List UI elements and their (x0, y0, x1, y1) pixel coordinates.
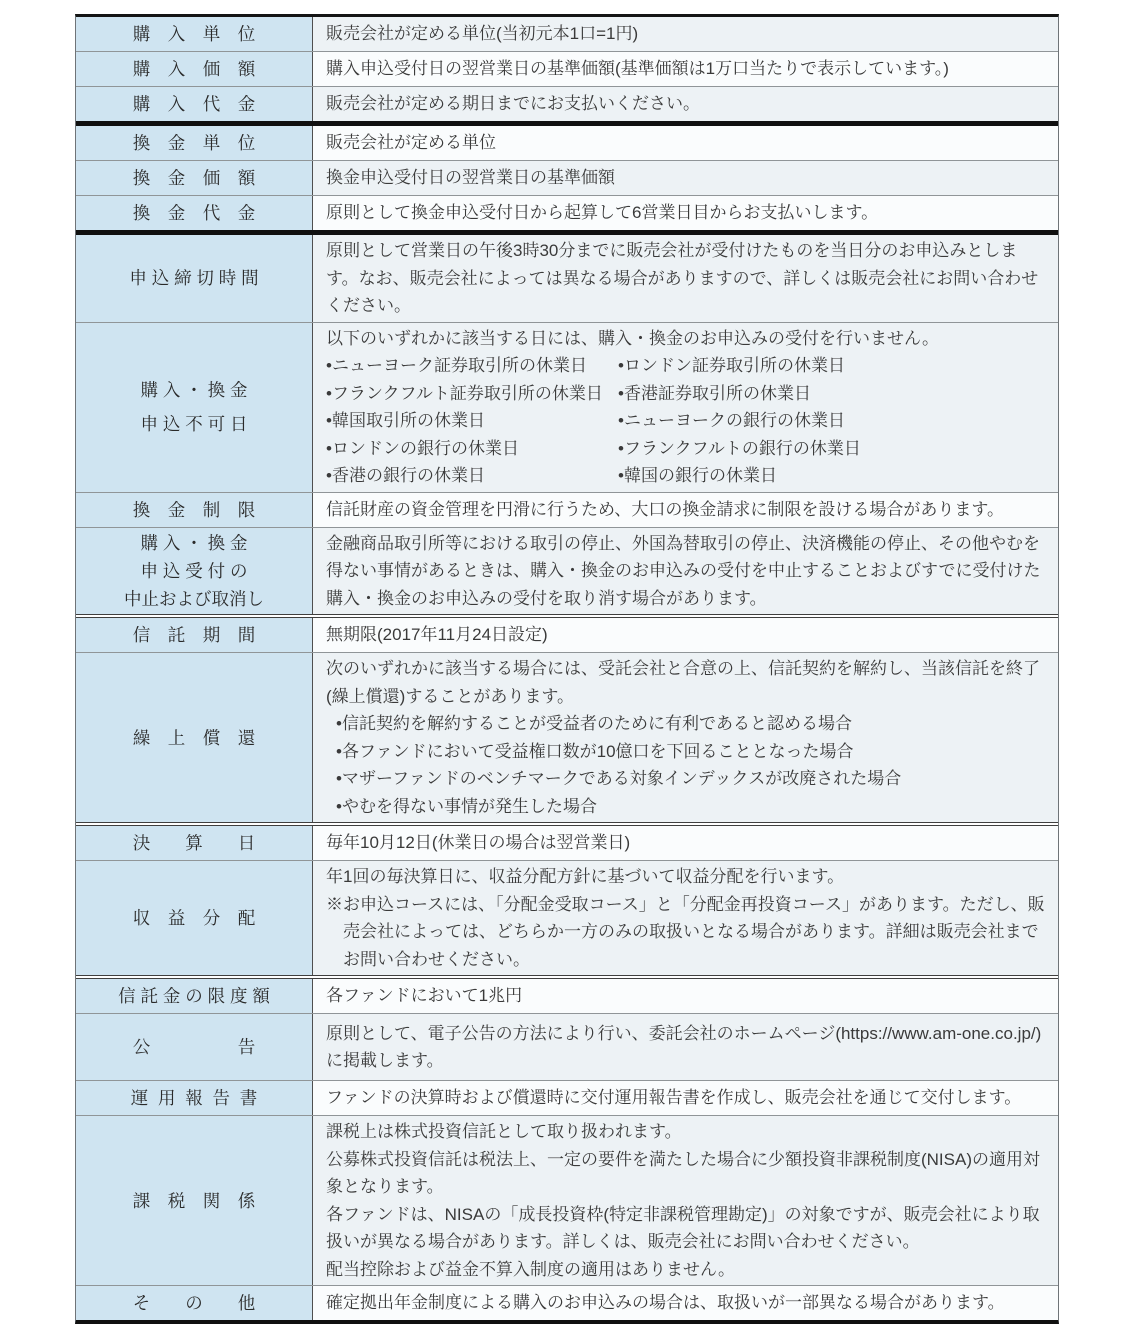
table-row-suspension-cancellation (76, 527, 1058, 615)
row-label-cell (76, 17, 313, 51)
row-content-text: 金融商品取引所等における取引の停止、外国為替取引の停止、決済機能の停止、その他やむを得ない事情があるときは、購入・換金のお申込みの受付を中止することおよびすでに受付けた購入・換金のお申込みの受付を取り消す場合があります。 (326, 533, 1041, 608)
row-content-cell (313, 653, 1058, 822)
row-label-cell (76, 653, 313, 822)
table-row-trust-period (76, 614, 1058, 652)
table-row-income-distribution (76, 860, 1058, 975)
fund-overview-document (75, 14, 1059, 1324)
row-label-text: 購 入 価 額 (132, 59, 256, 79)
row-content-text: 毎年10月12日(休業日の場合は翌営業日) (326, 833, 631, 853)
row-content-cell (313, 235, 1058, 322)
row-label-cell (76, 52, 313, 86)
row-label-text: 換 金 制 限 (132, 499, 256, 520)
row-content-cell (313, 161, 1058, 195)
row-content-cell (313, 52, 1058, 86)
row-label-text: 購 入 単 位 (132, 24, 256, 44)
bullet-item: •やむを得ない事情が発生した場合 (336, 796, 597, 816)
bullet-item: •ニューヨーク証券取引所の休業日 (326, 356, 587, 375)
row-label-text: 申 込 不 可 日 (140, 414, 248, 434)
row-label-cell (76, 126, 313, 160)
row-label-cell (76, 493, 313, 527)
row-label-text: 換 金 単 位 (132, 133, 256, 153)
row-content-text: 各ファンドにおいて1兆円 (326, 986, 523, 1006)
row-content-text: 確定拠出年金制度による購入のお申込みの場合は、取扱いが一部異なる場合があります。 (326, 1293, 1005, 1313)
row-content-cell (313, 826, 1058, 860)
fund-overview-table (75, 14, 1059, 1324)
row-content-cell (313, 618, 1058, 652)
row-label-text: 運 用 報 告 書 (130, 1088, 258, 1108)
bullet-item: •各ファンドにおいて受益権口数が10億口を下回ることとなった場合 (336, 741, 854, 761)
bullet-item: •香港証券取引所の休業日 (618, 383, 811, 403)
row-content-cell (313, 979, 1058, 1013)
row-label-text: 申 込 受 付 の (140, 560, 248, 581)
row-label-text: 購 入 ・ 換 金 (140, 532, 248, 553)
row-content-intro: 以下のいずれかに該当する日には、購入・換金のお申込みの受付を行いません。 (326, 328, 940, 348)
row-content-cell (313, 196, 1058, 230)
bullet-item: •韓国の銀行の休業日 (618, 466, 777, 485)
row-label-cell (76, 1014, 313, 1080)
table-row-redemption-unit (76, 121, 1058, 160)
table-row-purchase-payment (76, 86, 1058, 121)
table-row-redemption-payment (76, 195, 1058, 230)
table-row-trust-money-limit (76, 975, 1058, 1013)
row-content-cell (313, 1116, 1058, 1285)
row-label-text: 申 込 締 切 時 間 (129, 268, 259, 289)
row-label-text: 信 託 金 の 限 度 額 (118, 986, 270, 1006)
row-label-cell (76, 196, 313, 230)
row-content-text: 販売会社が定める単位 (326, 133, 496, 153)
row-content-text: 購入申込受付日の翌営業日の基準価額(基準価額は1万口当たりで表示しています。) (326, 59, 949, 79)
row-label-text: そ の 他 (132, 1293, 256, 1313)
row-label-cell (76, 87, 313, 121)
row-label-cell (76, 323, 313, 492)
row-label-text: 中止および取消し (124, 588, 264, 609)
row-label-text: 信 託 期 間 (132, 625, 256, 645)
row-label-cell (76, 826, 313, 860)
row-label-text: 課 税 関 係 (132, 1190, 256, 1211)
row-content-text: 販売会社が定める単位(当初元本1口=1円) (326, 24, 639, 44)
row-label-cell (76, 861, 313, 975)
row-content-cell (313, 528, 1058, 615)
bullet-item: •マザーファンドのベンチマークである対象インデックスが改廃された場合 (336, 769, 902, 788)
row-content-intro: 次のいずれかに該当する場合には、受託会社と合意の上、信託契約を解約し、当該信託を終了(繰上償還)することがあります。 (326, 659, 1040, 706)
bullet-item: •信託契約を解約することが受益者のために有利であると認める場合 (336, 714, 852, 733)
row-label-text: 購 入 代 金 (132, 94, 256, 114)
table-row-settlement-date (76, 822, 1058, 860)
row-content-text: 原則として、電子公告の方法により行い、委託会社のホームページ(https://www.am-one.co.jp/)に掲載します。 (326, 1023, 1042, 1070)
row-label-cell (76, 979, 313, 1013)
row-content-cell (313, 17, 1058, 51)
row-label-cell (76, 528, 313, 615)
row-content-text: ファンドの決算時および償還時に交付運用報告書を作成し、販売会社を通じて交付します。 (326, 1088, 1022, 1108)
row-label-text: 公 告 (132, 1037, 256, 1057)
row-label-cell (76, 1116, 313, 1285)
row-content-cell (313, 323, 1058, 492)
table-row-other (76, 1285, 1058, 1320)
bullet-item: •韓国取引所の休業日 (326, 411, 485, 430)
row-content-text: 販売会社が定める期日までにお支払いください。 (326, 94, 700, 114)
table-row-taxation (76, 1115, 1058, 1285)
table-row-redemption-restriction (76, 492, 1058, 527)
bullet-item: •ロンドン証券取引所の休業日 (618, 356, 845, 375)
table-row-application-deadline (76, 230, 1058, 322)
bullet-item: •香港の銀行の休業日 (326, 466, 485, 485)
bullet-item: •ロンドンの銀行の休業日 (326, 438, 519, 458)
table-row-purchase-price (76, 51, 1058, 86)
row-label-cell (76, 161, 313, 195)
bullet-item: •ニューヨークの銀行の休業日 (618, 411, 845, 430)
row-content-text: 原則として営業日の午後3時30分までに販売会社が受付けたものを当日分のお申込みとします。なお、販売会社によっては異なる場合がありますので、詳しくは販売会社にお問い合わせください。 (326, 241, 1039, 315)
bullet-item: •フランクフルトの銀行の休業日 (618, 438, 861, 458)
row-content-cell (313, 493, 1058, 527)
row-content-text: 年1回の毎決算日に、収益分配方針に基づいて収益分配を行います。 (326, 867, 845, 886)
row-label-cell (76, 1081, 313, 1115)
row-content-text: 信託財産の資金管理を円滑に行うため、大口の換金請求に制限を設ける場合があります。 (326, 499, 1004, 519)
row-content-cell (313, 1081, 1058, 1115)
row-label-text: 繰 上 償 還 (132, 727, 256, 748)
table-row-non-application-days (76, 322, 1058, 492)
row-content-cell (313, 126, 1058, 160)
row-content-text: 公募株式投資信託は税法上、一定の要件を満たした場合に少額投資非課税制度(NISA)の適用対象となります。 (326, 1149, 1040, 1196)
table-row-public-notice (76, 1013, 1058, 1080)
row-content-text: 無期限(2017年11月24日設定) (326, 625, 548, 645)
holiday-bullet-list (326, 352, 1046, 490)
row-content-text: 配当控除および益金不算入制度の適用はありません。 (326, 1259, 736, 1279)
row-content-note: ※お申込コースには、「分配金受取コース」と「分配金再投資コース」があります。ただし、販売会社によっては、どちらか一方のみの取扱いとなる場合があります。詳細は販売会社までお問い合わせください。 (326, 894, 1045, 969)
row-label-text: 決 算 日 (132, 833, 256, 853)
row-content-cell (313, 861, 1058, 975)
row-content-text: 課税上は株式投資信託として取り扱われます。 (326, 1122, 682, 1141)
row-content-text: 換金申込受付日の翌営業日の基準価額 (326, 168, 615, 188)
table-row-redemption-price (76, 160, 1058, 195)
row-label-text: 購 入 ・ 換 金 (140, 380, 248, 400)
row-label-cell (76, 235, 313, 322)
row-label-text: 換 金 代 金 (132, 203, 256, 223)
row-label-cell (76, 1286, 313, 1320)
row-content-text: 各ファンドは、NISAの「成長投資枠(特定非課税管理勘定)」の対象ですが、販売会社により取扱いが異なる場合があります。詳しくは、販売会社にお問い合わせください。 (326, 1204, 1040, 1251)
row-content-cell (313, 1014, 1058, 1080)
bullet-item: •フランクフルト証券取引所の休業日 (326, 383, 603, 403)
row-content-cell (313, 87, 1058, 121)
table-row-purchase-unit (76, 17, 1058, 51)
row-label-cell (76, 618, 313, 652)
row-content-text: 原則として換金申込受付日から起算して6営業日目からお支払いします。 (326, 203, 879, 223)
row-label-text: 収 益 分 配 (132, 908, 256, 928)
table-row-early-redemption (76, 652, 1058, 822)
row-label-text: 換 金 価 額 (132, 168, 256, 188)
row-content-cell (313, 1286, 1058, 1320)
table-row-management-report (76, 1080, 1058, 1115)
